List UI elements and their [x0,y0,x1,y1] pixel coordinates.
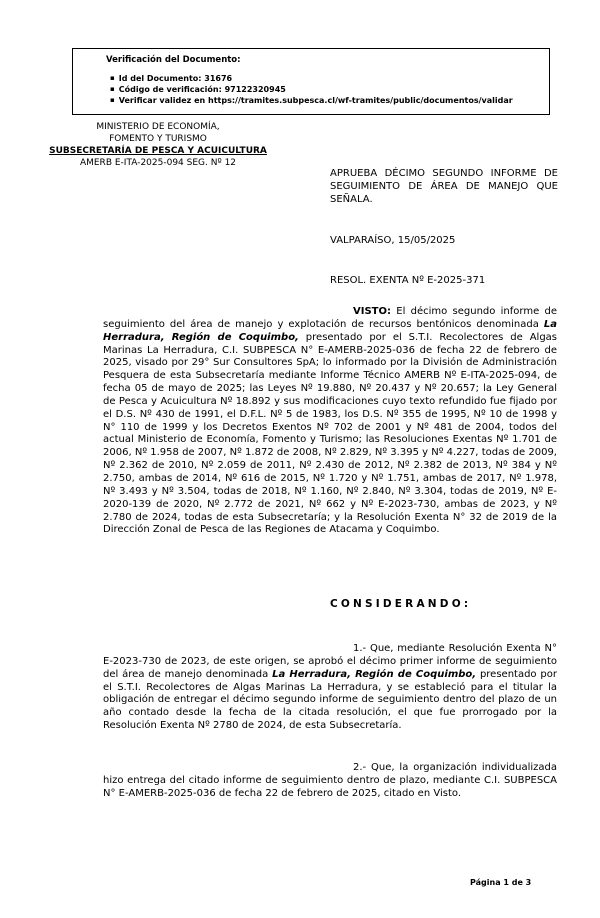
verification-item-link [110,96,513,105]
considerando-paragraph-2: 2.- Que, la organización individualizada hizo entrega del citado informe de seguimiento dentro de plazo, mediante C.I. SUBPESCA N° E-AMERB-2025-036 de fecha 22 de febrero de 2025, citado en Visto. [103,762,557,799]
agency-header [8,121,308,169]
verification-item-code [110,85,286,94]
ministry-line-1: MINISTERIO DE ECONOMÍA, [96,122,220,132]
verification-code-text: Código de verificación: 97122320945 [118,85,286,94]
verification-item-document-id [110,74,232,83]
considerando-paragraph-1: 1.- Que, mediante Resolución Exenta N° E-2023-730 de 2023, de este origen, se aprobó el décimo primer informe de seguimiento del área de manejo denominada La Herradura, Región de Coquimbo, presentado por el S.T.I. Recolectores de Algas Marinas La Herradura, y se estableció para el titular la obligación de entregar el décimo segundo informe de seguimiento dentro del plazo de un año contado desde la fecha de la citada resolución, el que fue prorrogado por la Resolución Exenta Nº 2780 de 2024, de esta Subsecretaría. [103,643,557,732]
place-and-date: VALPARAÍSO, 15/05/2025 [330,235,456,246]
validation-link[interactable]: https://tramites.subpesca.cl/wf-tramites/public/documentos/validar [208,96,513,105]
bullet-icon: ▪ [110,74,115,82]
ministry-line-2: FOMENTO Y TURISMO [109,134,207,144]
considerando-heading: CONSIDERANDO: [330,598,472,610]
verification-box [72,48,550,115]
resolution-number: RESOL. EXENTA Nº E-2025-371 [330,275,486,286]
validation-link-prefix: Verificar validez en [118,96,209,105]
verification-title: Verificación del Documento: [106,55,241,65]
visto-paragraph: VISTO: El décimo segundo informe de seguimiento del área de manejo y explotación de recursos bentónicos denominada La Herradura, Región de Coquimbo, presentado por el S.T.I. Recolectores de Algas Marinas La Herradura, C.I. SUBPESCA N° E-AMERB-2025-036 de fecha 22 de febrero de 2025, visado por 29° Sur Consultores SpA; lo informado por la División de Administración Pesquera de esta Subsecretaría mediante Informe Técnico AMERB Nº E-ITA-2025-094, de fecha 05 de mayo de 2025; las Leyes Nº 19.880, Nº 20.437 y Nº 20.657; la Ley General de Pesca y Acuicultura Nº 18.892 y sus modificaciones cuyo texto refundido fue fijado por el D.S. Nº 430 de 1991, el D.F.L. Nº 5 de 1983, los D.S. Nº 355 de 1995, Nº 10 de 1998 y N° 110 de 1999 y los Decretos Exentos Nº 702 de 2001 y Nº 481 de 2004, todos del actual Ministerio de Economía, Fomento y Turismo; las Resoluciones Exentas Nº 1.701 de 2006, Nº 1.958 de 2007, Nº 1.872 de 2008, Nº 2.829, Nº 3.395 y Nº 4.227, todas de 2009, Nº 2.362 de 2010, Nº 2.059 de 2011, Nº 2.430 de 2012, Nº 2.382 de 2013, Nº 384 y Nº 2.750, ambas de 2014, Nº 616 de 2015, Nº 1.720 y Nº 1.751, ambas de 2017, Nº 1.978, Nº 3.493 y Nº 3.504, todas de 2018, Nº 1.160, Nº 2.840, Nº 3.304, todas de 2019, Nº E-2020-139 de 2020, Nº 2.772 de 2021, Nº 662 y Nº E-2023-730, ambas de 2023, y Nº 2.780 de 2024, todas de esta Subsecretaría; y la Resolución Exenta N° 32 de 2019 de la Dirección Zonal de Pesca de las Regiones de Atacama y Coquimbo. [103,306,558,536]
subsecretaria-line: SUBSECRETARÍA DE PESCA Y ACUICULTURA [49,146,267,156]
page-indicator: Página 1 de 3 [470,878,532,887]
bullet-icon: ▪ [110,96,115,104]
bullet-icon: ▪ [110,85,115,93]
amerb-reference-line: AMERB E-ITA-2025-094 SEG. Nº 12 [79,158,237,168]
resolution-subject: APRUEBA DÉCIMO SEGUNDO INFORME DE SEGUIMIENTO DE ÁREA DE MANEJO QUE SEÑALA. [330,168,558,205]
document-id-text: Id del Documento: 31676 [118,74,233,83]
